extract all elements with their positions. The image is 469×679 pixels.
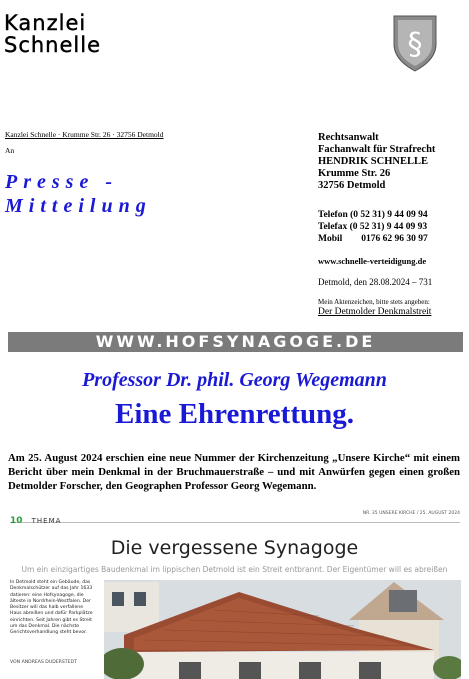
logo-line-1: Kanzlei xyxy=(4,11,87,35)
synagogue-photo xyxy=(104,580,461,679)
file-reference-label: Mein Aktenzeichen, bitte stets angeben: xyxy=(318,298,430,306)
clipping-title: Die vergessene Synagoge xyxy=(110,537,359,559)
logo-line-2: Schnelle xyxy=(4,33,102,57)
svg-text:§: § xyxy=(407,27,423,62)
headline-title: Eine Ehrenrettung. xyxy=(114,398,354,430)
website-banner[interactable]: WWW.HOFSYNAGOGE.DE xyxy=(8,332,463,352)
clipping-section: THEMA xyxy=(31,517,62,525)
lawyer-role: Rechtsanwalt xyxy=(318,132,379,143)
lawyer-block xyxy=(318,132,435,192)
clipping-page-number: 10 xyxy=(10,516,23,526)
clipping-issue: NR. 35 UNSERE KIRCHE / 25. AUGUST 2024 xyxy=(362,511,460,516)
lawyer-city: 32756 Detmold xyxy=(318,180,386,191)
lawyer-street: Krumme Str. 26 xyxy=(318,168,391,179)
lawyer-specialty: Fachanwalt für Strafrecht xyxy=(318,144,436,155)
press-title-line-1: Presse - xyxy=(5,171,118,193)
press-title-line-2: Mitteilung xyxy=(5,195,152,217)
website-link[interactable]: www.schnelle-verteidigung.de xyxy=(318,256,427,266)
sender-address-line: Kanzlei Schnelle · Krumme Str. 26 · 32756 Detmold xyxy=(5,130,164,139)
clipping-header xyxy=(10,508,460,526)
date-reference: Detmold, den 28.08.2024 – 731 xyxy=(318,277,433,287)
recipient-label: An xyxy=(5,146,15,155)
clipping-subtitle: Um ein einzigartiges Baudenkmal im lippischen Detmold ist ein Streit entbrannt. Der Eigentümer will es abreißen xyxy=(21,565,448,574)
file-reference: Der Detmolder Denkmalstreit xyxy=(318,307,432,317)
clipping-body-text: In Detmold steht ein Gebäude, das Denkmalschützer auf das Jahr 1633 datieren: eine Hofsynagoge, die älteste in Nordrhein-Westfalen. Der Besitzer will das halb verfallene Haus abreißen und dafür Parkplätze einrichten. Seit Jahren gibt es Streit um das Denkmal. Die nächste Gerichtsverhandlung steht bevor. xyxy=(10,580,93,636)
headline-name: Professor Dr. phil. Georg Wegemann xyxy=(82,369,387,391)
press-release-title xyxy=(5,170,152,218)
paragraph-shield-icon xyxy=(392,14,438,72)
phone-number: Telefon (0 52 31) 9 44 09 94 xyxy=(318,210,428,220)
intro-paragraph: Am 25. August 2024 erschien eine neue Nummer der Kirchenzeitung „Unsere Kirche“ mit einem Bericht über mein Denkmal in der Bruchmauerstraße – und mit Anwürfen gegen einen großen Detmolder Forscher, den Geographen Professor Georg Wegemann. xyxy=(8,452,460,492)
mobile-number: Mobil 0176 62 96 30 97 xyxy=(318,234,428,244)
contact-block xyxy=(318,209,428,245)
clipping-author: VON ANDREAS DUDERSTEDT xyxy=(10,660,77,665)
lawyer-name: HENDRIK SCHNELLE xyxy=(318,156,428,167)
fax-number: Telefax (0 52 31) 9 44 09 93 xyxy=(318,222,428,232)
